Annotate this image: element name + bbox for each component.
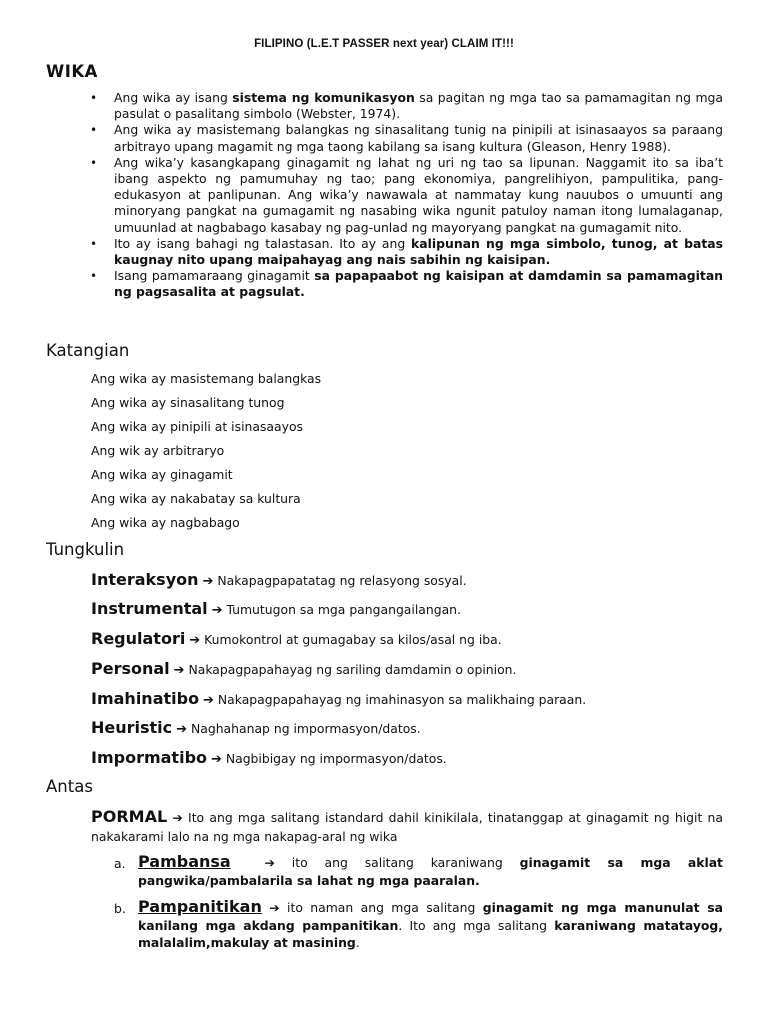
- sub-item-letter: b.: [114, 901, 126, 916]
- arrow-right-icon: ➔: [210, 752, 222, 767]
- wika-bullet: [90, 268, 723, 300]
- bullet-bold-text: kalipunan ng mga simbolo, tunog, at batas kaugnay nito upang maipahayag ang nais sabihin ng kaisipan.: [114, 235, 724, 268]
- sub-item-text: . Ito ang mga salitang: [398, 917, 555, 933]
- arrow-right-icon: ➔: [203, 693, 214, 708]
- katangian-item: Ang wika ay nakabatay sa kultura: [91, 491, 301, 506]
- document-title: FILIPINO (L.E.T PASSER next year) CLAIM IT!!!: [254, 38, 514, 50]
- sub-item-letter: a.: [114, 856, 126, 871]
- antas-sub-item: [114, 853, 723, 889]
- sub-item-bold-text: ginagamit sa mga aklat pangwika/pambalarila sa lahat ng mga paaralan.: [138, 855, 723, 888]
- tungkulin-desc: Naghahanap ng impormasyon/datos.: [190, 721, 421, 736]
- sub-item-text: ito ang salitang karaniwang: [274, 855, 520, 870]
- tungkulin-term: Interaksyon: [91, 570, 199, 589]
- wika-bullet: [90, 90, 723, 122]
- tungkulin-item: [91, 659, 516, 678]
- bullet-text: Ang wika ay isang: [114, 90, 233, 105]
- wika-bullet: [90, 236, 723, 268]
- tungkulin-term: Impormatibo: [91, 748, 208, 767]
- tungkulin-desc: Nagbibigay ng impormasyon/datos.: [225, 751, 447, 766]
- bullet-icon: •: [90, 123, 98, 138]
- katangian-item: Ang wika ay ginagamit: [91, 467, 233, 482]
- tungkulin-desc: Tumutugon sa mga pangangailangan.: [226, 602, 461, 617]
- sub-item-text: .: [355, 935, 360, 950]
- tungkulin-term: Imahinatibo: [91, 689, 200, 708]
- pormal-desc: Ito ang mga salitang istandard dahil kinikilala, tinatanggap at ginagamit ng higit na nakakarami lalo na ng mga nakapag-aral ng wika: [91, 810, 723, 844]
- sub-item-term: Pambansa: [138, 852, 231, 871]
- bullet-icon: •: [90, 236, 98, 251]
- antas-sub-item: [114, 898, 723, 952]
- tungkulin-item: [91, 718, 421, 737]
- pormal-term: PORMAL: [91, 807, 168, 826]
- sub-item-bold-text: ginagamit ng mga manunulat sa kanilang mga akdang pampanitikan: [138, 900, 723, 933]
- tungkulin-desc: Nakapagpapahayag ng sariling damdamin o opinion.: [188, 662, 517, 677]
- bullet-text: Ang wika ay masistemang balangkas ng sinasalitang tunig na pinipili at isinasaayos sa paraang arbitrayo upang magamit ng mga taong kabilang sa isang kultura (Gleason, Henry 1988).: [114, 122, 723, 154]
- arrow-right-icon: ➔: [269, 900, 280, 915]
- katangian-item: Ang wika ay sinasalitang tunog: [91, 395, 285, 410]
- arrow-right-icon: ➔: [202, 574, 214, 589]
- antas-pormal: [91, 807, 723, 846]
- sub-item-body: [138, 853, 723, 889]
- heading-antas: Antas: [46, 777, 93, 796]
- tungkulin-desc: Nakapagpapatatag ng relasyong sosyal.: [217, 573, 467, 588]
- wika-bullet: [90, 155, 723, 236]
- tungkulin-desc: Nakapagpapahayag ng imahinasyon sa malikhaing paraan.: [217, 692, 587, 707]
- wika-bullet: [90, 122, 723, 154]
- arrow-right-icon: ➔: [172, 810, 183, 825]
- bullet-text: sa pagitan ng mga tao sa pamamagitan ng mga pasulat o pasalitang simbolo (Webster, 1974).: [114, 90, 723, 122]
- bullet-text: Ang wika’y kasangkapang ginagamit ng lahat ng uri ng tao sa lipunan. Naggamit ito sa iba’t ibang aspekto ng pamumuhay ng tao; pang ekonomiya, pangrelihiyon, pampulitika, pang-edukasyon at panlipunan. Ang wika’y nawawala at nammatay kung nauubos o umuunti ang minoryang pangkat na gumagamit ng nasabing wika ngunit patuloy naman itong lumalaganap, umuunlad at nagbabago kasabay ng pag-unlad ng mayoryang pangkat na gumagamit nito.: [114, 154, 723, 235]
- tungkulin-item: [91, 689, 586, 708]
- arrow-right-icon: ➔: [189, 633, 201, 648]
- sub-item-term: Pampanitikan: [138, 897, 262, 916]
- sub-item-text: ito naman ang mga salitang: [279, 900, 483, 915]
- tungkulin-item: [91, 599, 461, 618]
- bullet-bold-text: sa papapaabot ng kaisipan at damdamin sa pamamagitan ng pagsasalita at pagsulat.: [114, 268, 724, 300]
- heading-katangian: Katangian: [46, 341, 130, 360]
- bullet-icon: •: [90, 91, 98, 105]
- tungkulin-item: [91, 629, 502, 648]
- katangian-item: Ang wika ay nagbabago: [91, 515, 240, 530]
- tungkulin-term: Regulatori: [91, 629, 186, 648]
- arrow-right-icon: ➔: [173, 663, 185, 678]
- arrow-right-icon: ➔: [176, 722, 188, 737]
- katangian-item: Ang wik ay arbitraryo: [91, 443, 225, 458]
- tungkulin-term: Personal: [91, 659, 170, 678]
- katangian-item: Ang wika ay pinipili at isinasaayos: [91, 419, 303, 434]
- tungkulin-term: Heuristic: [91, 718, 173, 737]
- bullet-text: Ito ay isang bahagi ng talastasan. Ito ay ang: [114, 235, 412, 251]
- heading-wika: WIKA: [46, 62, 98, 81]
- tungkulin-term: Instrumental: [91, 599, 208, 618]
- bullet-text: Isang pamamaraang ginagamit: [114, 268, 315, 284]
- arrow-right-icon: ➔: [264, 855, 275, 870]
- arrow-right-icon: ➔: [211, 603, 223, 618]
- katangian-item: Ang wika ay masistemang balangkas: [91, 371, 322, 386]
- tungkulin-desc: Kumokontrol at gumagabay sa kilos/asal ng iba.: [204, 632, 502, 647]
- bullet-icon: •: [90, 155, 98, 170]
- bullet-icon: •: [90, 269, 98, 284]
- tungkulin-item: [91, 748, 447, 767]
- tungkulin-item: [91, 570, 467, 589]
- heading-tungkulin: Tungkulin: [46, 540, 125, 559]
- bullet-bold-text: sistema ng komunikasyon: [232, 90, 415, 105]
- wika-bullet-list: [90, 90, 723, 301]
- sub-item-body: [138, 898, 723, 952]
- sub-item-bold-text: karaniwang matatayog, malalalim,makulay at masining: [138, 917, 724, 950]
